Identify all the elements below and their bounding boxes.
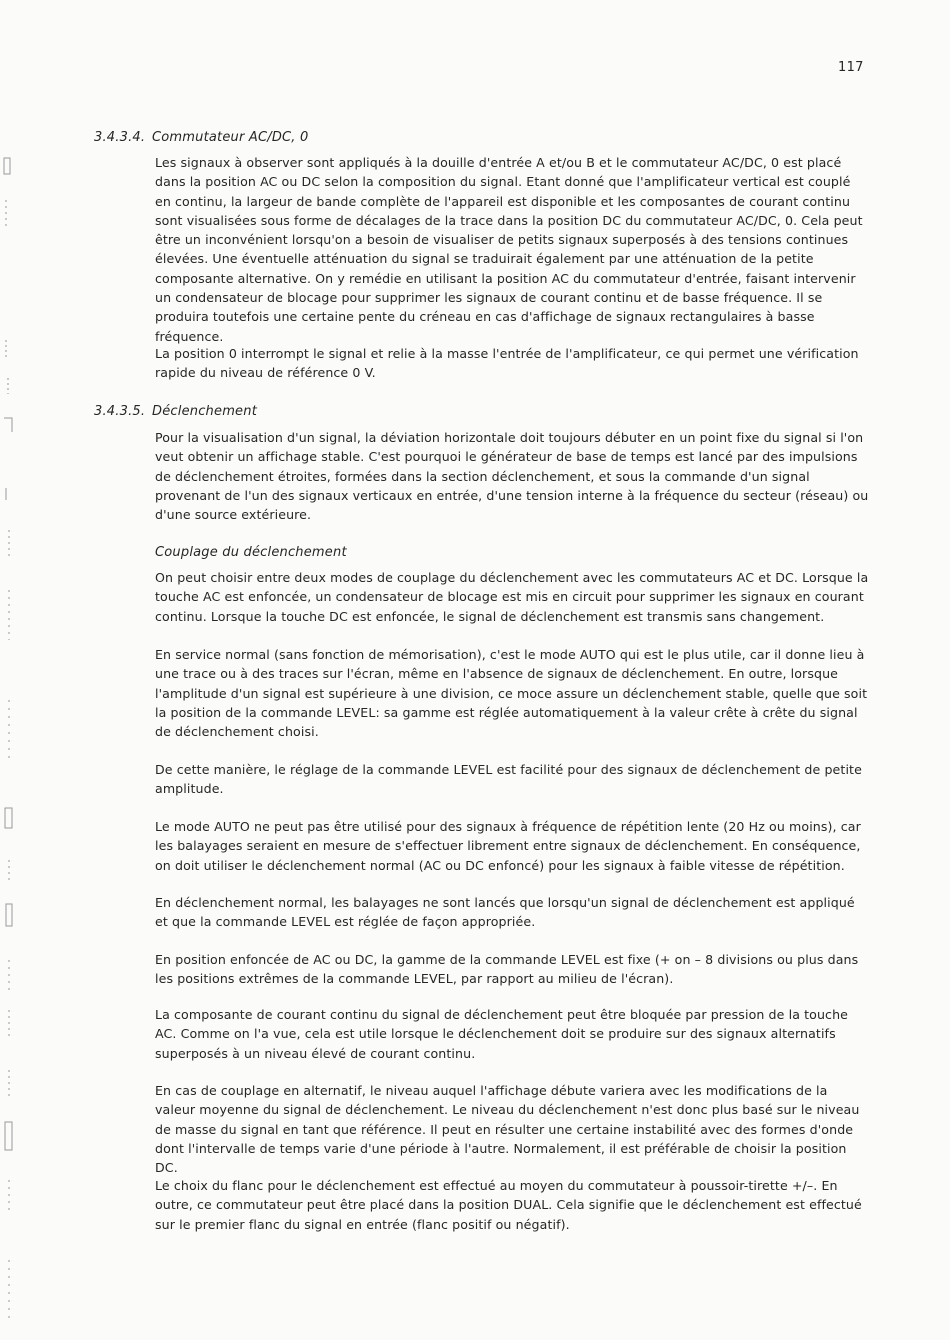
paragraph-triggering-intro: Pour la visualisation d'un signal, la déviation horizontale doit toujours débuter en un point fixe du signal si l'on veut obtenir un affichage stable. C'est pourquoi le générateur de base de temps est lancé par des impulsions de déclenchement étroites, formées dans la section déclenchement, et sous la commande d'un signal provenant de l'un des signaux verticaux en entrée, d'une tension interne à la fréquence du secteur (réseau) ou d'une source extérieure. xyxy=(155,430,869,523)
paragraph-coupling-modes: On peut choisir entre deux modes de couplage du déclenchement avec les commutateurs AC et DC. Lorsque la touche AC est enfoncée, un condensateur de blocage est mis en circuit pour supprimer les signaux en courant continu. Lorsque la touche DC est enfoncée, le signal de déclenchement est transmis sans changement. xyxy=(155,570,869,624)
section-number: 3.4.3.5. xyxy=(94,404,146,419)
paragraph-ac-coupling-level: En cas de couplage en alternatif, le niveau auquel l'affichage débute variera avec les modifications de la valeur moyenne du signal de déclenchement. Le niveau du déclenchement n'est donc plus basé sur le niveau de masse du signal en tant que référence. Il peut en résulter une certaine instabilité avec des formes d'onde dont l'intervalle de temps varie d'une période à l'autre. Normalement, il est préférable de choisir la position DC. xyxy=(155,1083,860,1176)
section-title: Déclenchement xyxy=(152,404,257,419)
binding-margin-marks xyxy=(0,0,40,1340)
section-title: Commutateur AC/DC, 0 xyxy=(152,130,309,145)
section-heading-triggering xyxy=(94,404,257,419)
section-number: 3.4.3.4. xyxy=(94,130,146,145)
paragraph-auto-limitations: Le mode AUTO ne peut pas être utilisé pour des signaux à fréquence de répétition lente (20 Hz ou moins), car les balayages seraient en mesure de s'effectuer librement entre signaux de déclenchement. En conséquence, on doit utiliser le déclenchement normal (AC ou DC enfoncé) pour les signaux à faible vitesse de répétition. xyxy=(155,819,861,873)
section-heading-ac-dc-switch xyxy=(94,130,308,145)
subheading-trigger-coupling: Couplage du déclenchement xyxy=(155,545,347,560)
paragraph-level-small-amplitude: De cette manière, le réglage de la commande LEVEL est facilité pour des signaux de déclenchement de petite amplitude. xyxy=(155,762,862,797)
paragraph-dc-blocking: La composante de courant continu du signal de déclenchement peut être bloquée par pression de la touche AC. Comme on l'a vue, cela est utile lorsque le déclenchement doit se produire sur des signaux alternatifs superposés à un niveau élevé de courant continu. xyxy=(155,1007,849,1061)
paragraph-level-range: En position enfoncée de AC ou DC, la gamme de la commande LEVEL est fixe (+ on – 8 divisions ou plus dans les positions extrêmes de la commande LEVEL, par rapport au milieu de l'écran). xyxy=(155,952,859,987)
paragraph-ac-dc-description: Les signaux à observer sont appliqués à la douille d'entrée A et/ou B et le commutateur AC/DC, 0 est placé dans la position AC ou DC selon la composition du signal. Etant donné que l'amplificateur vertical est couplé en continu, la largeur de bande complète de l'appareil est disponible et les composantes de courant continu sont visualisées sous forme de décalages de la trace dans la position DC du commutateur AC/DC, 0. Cela peut être un inconvénient lorsqu'on a besoin de visualiser de petits signaux superposés à des tensions continues élevées. Une éventuelle atténuation du signal se traduirait également par une atténuation de la petite composante alternative. On y remédie en utilisant la position AC du commutateur d'entrée, faisant intervenir un condensateur de blocage pour supprimer les signaux de courant continu et de basse fréquence. Il se produira toutefois une certaine pente du créneau en cas d'affichage de signaux rectangulaires à basse fréquence. xyxy=(155,155,863,344)
paragraph-slope-selection: Le choix du flanc pour le déclenchement est effectué au moyen du commutateur à poussoir-tirette +/–. En outre, ce commutateur peut être placé dans la position DUAL. Cela signifie que le déclenchement est effectué sur le premier flanc du signal en entrée (flanc positif ou négatif). xyxy=(155,1178,862,1232)
paragraph-auto-mode: En service normal (sans fonction de mémorisation), c'est le mode AUTO qui est le plus utile, car il donne lieu à une trace ou à des traces sur l'écran, même en l'absence de signaux de déclenchement. En outre, lorsque l'amplitude d'un signal est supérieure à une division, ce moce assure un déclenchement stable, quelle que soit la position de la commande LEVEL: sa gamme est réglée automatiquement à la valeur crête à crête du signal de déclenchement choisi. xyxy=(155,647,868,740)
paragraph-zero-position: La position 0 interrompt le signal et relie à la masse l'entrée de l'amplificateur, ce qui permet une vérification rapide du niveau de référence 0 V. xyxy=(155,346,859,381)
page-number: 117 xyxy=(838,60,864,75)
paragraph-normal-triggering: En déclenchement normal, les balayages ne sont lancés que lorsqu'un signal de déclenchement est appliqué et que la commande LEVEL est réglée de façon appropriée. xyxy=(155,895,855,930)
